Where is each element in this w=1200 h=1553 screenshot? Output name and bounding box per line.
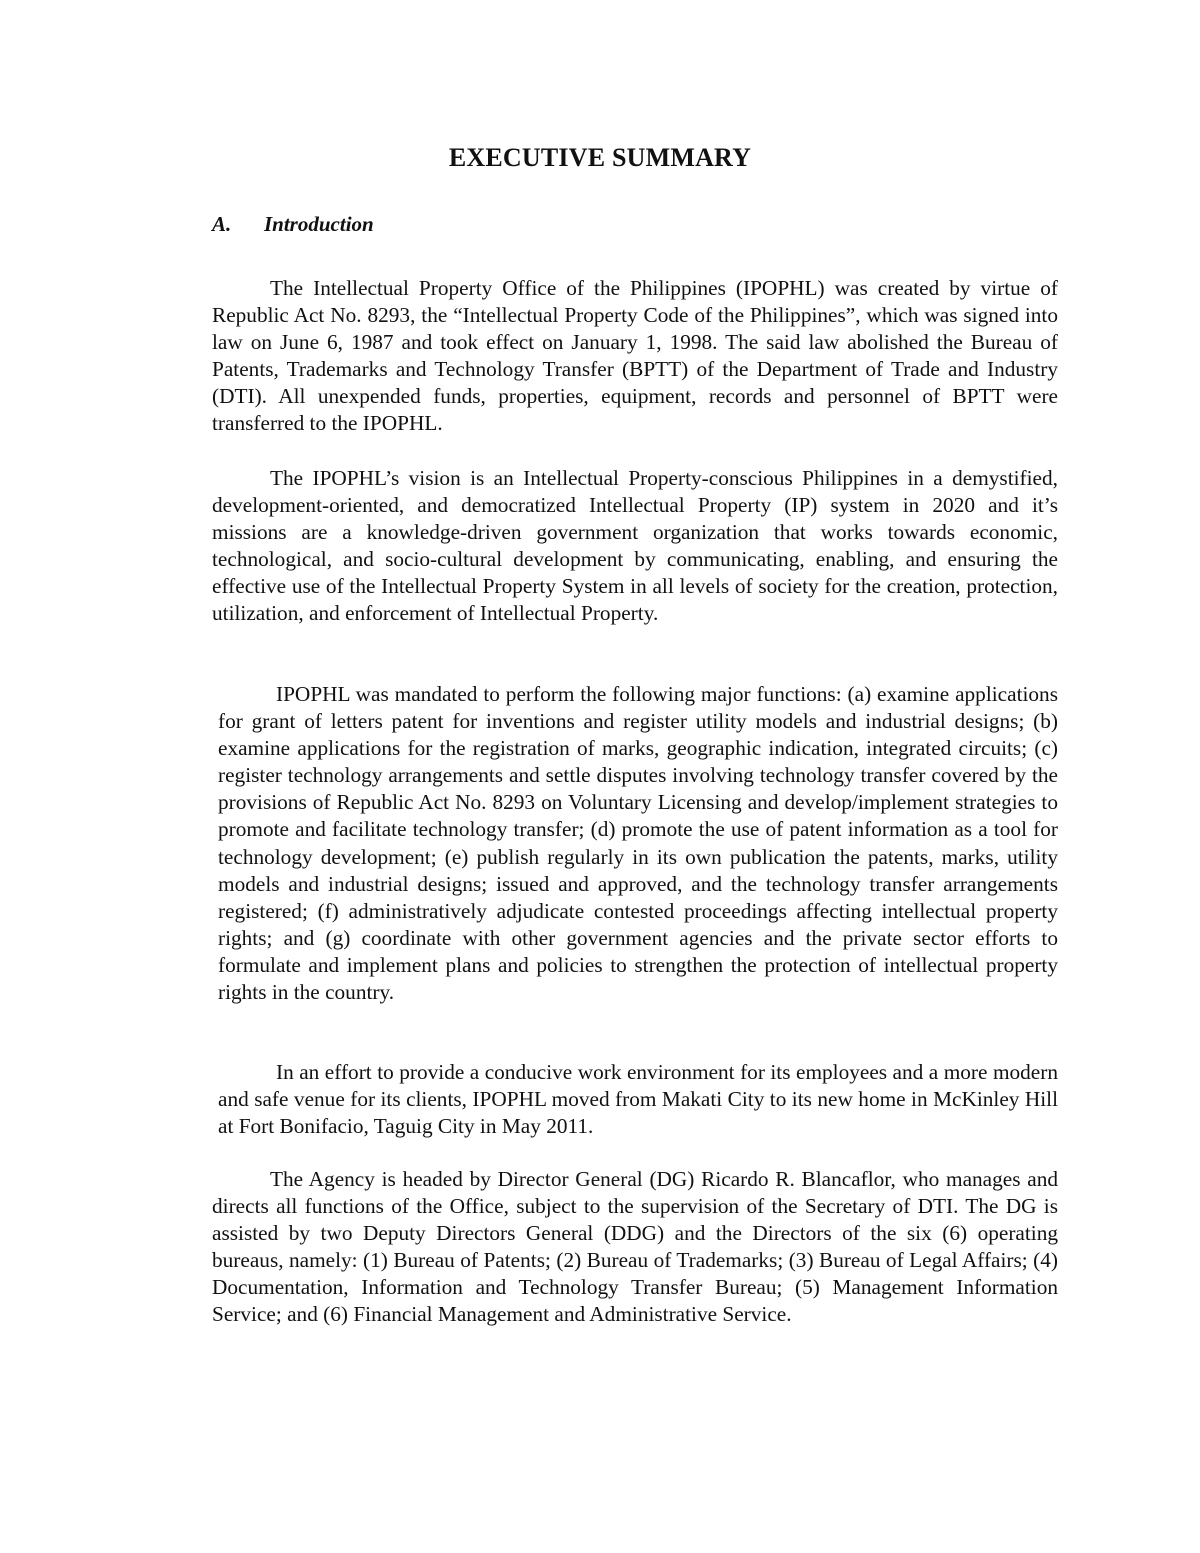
section-number: A. (212, 212, 232, 236)
paragraph-agency-leadership: The Agency is headed by Director General (DG) Ricardo R. Blancaflor, who manages and directs all functions of the Office, subject to the supervision of the Secretary of DTI. The DG is assisted by two Deputy Directors General (DDG) and the Directors of the six (6) operating bureaus, namely: (1) Bureau of Patents; (2) Bureau of Trademarks; (3) Bureau of Legal Affairs; (4) Documentation, Information and Technology Transfer Bureau; (5) Management Information Service; and (6) Financial Management and Administrative Service. (212, 1167, 1058, 1327)
page-title: EXECUTIVE SUMMARY (448, 143, 752, 172)
section-title: Introduction (264, 212, 374, 236)
paragraph-ipophl-creation: The Intellectual Property Office of the Philippines (IPOPHL) was created by virtue of Republic Act No. 8293, the “Intellectual Property Code of the Philippines”, which was signed into law on June 6, 1987 and took effect on January 1, 1998. The said law abolished the Bureau of Patents, Trademarks and Technology Transfer (BPTT) of the Department of Trade and Industry (DTI). All unexpended funds, properties, equipment, records and personnel of BPTT were transferred to the IPOPHL. (212, 276, 1058, 436)
section-heading (212, 212, 374, 237)
paragraph-vision-mission: The IPOPHL’s vision is an Intellectual Property-conscious Philippines in a demystified, development-oriented, and democratized Intellectual Property (IP) system in 2020 and it’s missions are a knowledge-driven government organization that works towards economic, technological, and socio-cultural development by communicating, enabling, and ensuring the effective use of the Intellectual Property System in all levels of society for the creation, protection, utilization, and enforcement of Intellectual Property. (212, 466, 1058, 626)
paragraph-office-relocation: In an effort to provide a conducive work environment for its employees and a more modern and safe venue for its clients, IPOPHL moved from Makati City to its new home in McKinley Hill at Fort Bonifacio, Taguig City in May 2011. (218, 1060, 1058, 1139)
paragraph-major-functions: IPOPHL was mandated to perform the following major functions: (a) examine applications for grant of letters patent for inventions and register utility models and industrial designs; (b) examine applications for the registration of marks, geographic indication, integrated circuits; (c) register technology arrangements and settle disputes involving technology transfer covered by the provisions of Republic Act No. 8293 on Voluntary Licensing and develop/implement strategies to promote and facilitate technology transfer; (d) promote the use of patent information as a tool for technology development; (e) publish regularly in its own publication the patents, marks, utility models and industrial designs; issued and approved, and the technology transfer arrangements registered; (f) administratively adjudicate contested proceedings affecting intellectual property rights; and (g) coordinate with other government agencies and the private sector efforts to formulate and implement plans and policies to strengthen the protection of intellectual property rights in the country. (218, 682, 1058, 1005)
